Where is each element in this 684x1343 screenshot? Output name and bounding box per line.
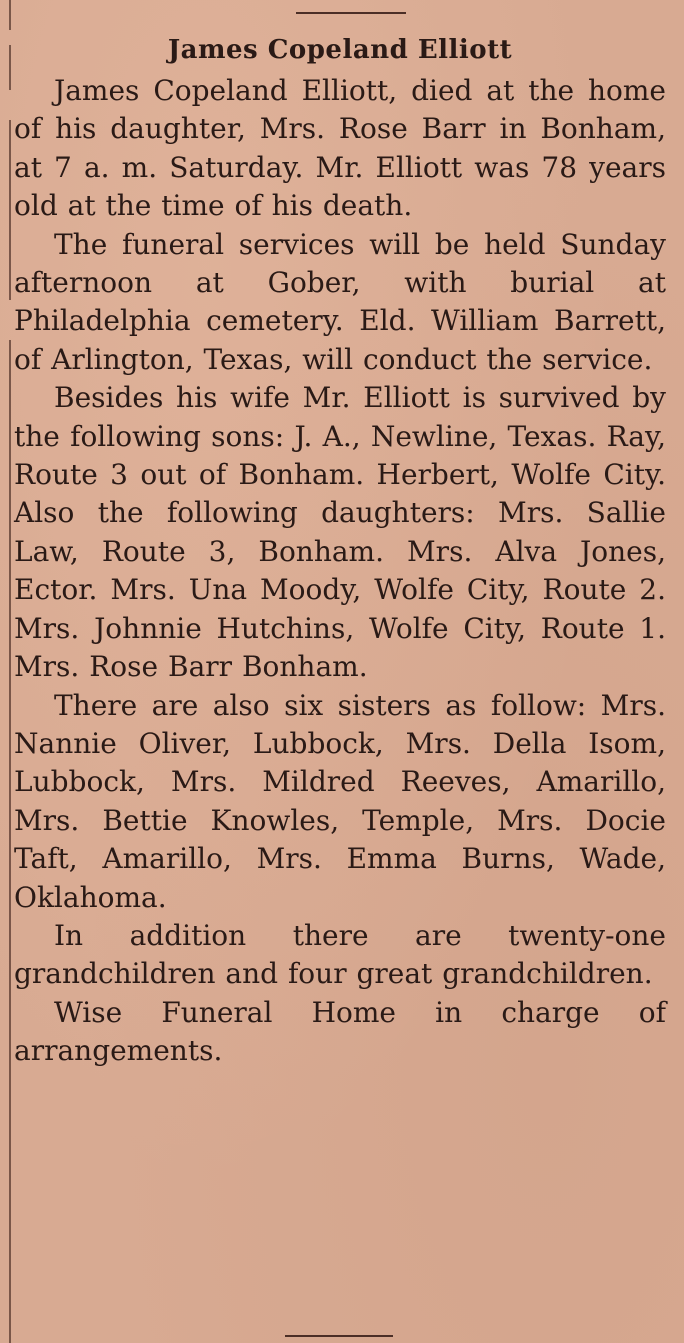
paragraph-death-notice: James Copeland Elliott, died at the home of his daughter, Mrs. Rose Barr in Bonham, at 7 a. m. Saturday. Mr. Elliott was 78 years old at the time of his death. — [14, 74, 666, 223]
paragraph-sisters: There are also six sisters as follow: Mrs. Nannie Oliver, Lubbock, Mrs. Della Isom, Lubbock, Mrs. Mildred Reeves, Amarillo, Mrs. Bettie Knowles, Temple, Mrs. Docie Taft, Amarillo, Mrs. Emma Burns, Wade, Oklahoma. — [14, 688, 666, 914]
column-rule — [9, 0, 11, 1343]
paragraph-survivors: Besides his wife Mr. Elliott is survived by the following sons: J. A., Newline, Texas. Ray, Route 3 out of Bonham. Herbert, Wolfe City. Also the following daughters: Mrs. Sallie Law, Route 3, Bonham. Mrs. Alva Jones, Ector. Mrs. Una Moody, Wolfe City, Route 2. Mrs. Johnnie Hutchins, Wolfe City, Route 1. Mrs. Rose Barr Bonham. — [14, 381, 666, 684]
paragraph-arrangements: Wise Funeral Home in charge of arrangements. — [14, 995, 666, 1068]
top-divider — [296, 12, 406, 14]
bottom-divider — [285, 1335, 393, 1337]
paragraph-funeral-services: The funeral services will be held Sunday afternoon at Gober, with burial at Philadelphia cemetery. Eld. William Barrett, of Arlington, Texas, will conduct the service. — [14, 227, 666, 376]
obituary-article — [14, 28, 666, 1071]
paragraph-grandchildren: In addition there are twenty-one grandchildren and four great grandchildren. — [14, 918, 666, 991]
headline: James Copeland Elliott — [167, 35, 513, 65]
